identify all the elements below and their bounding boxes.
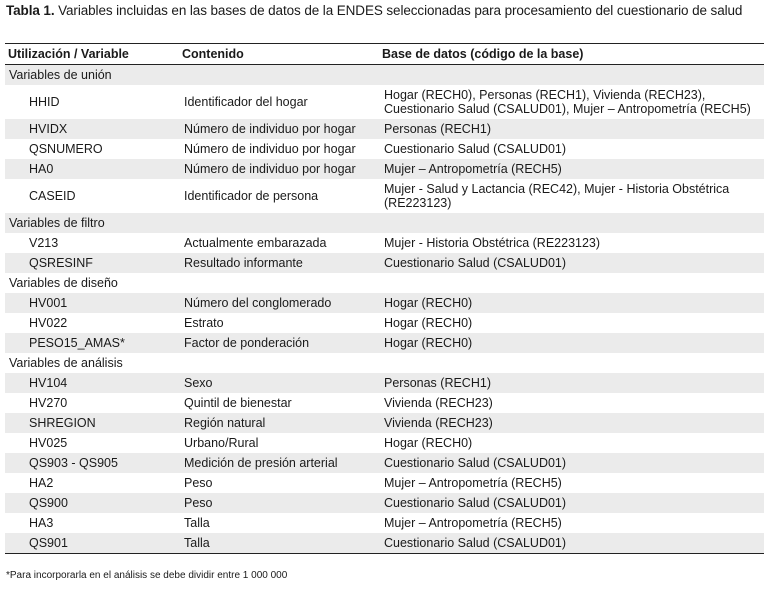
variable-cell: QS903 - QS905 [5,453,179,473]
content-cell: Resultado informante [179,253,379,273]
table-row [5,473,764,493]
database-line: Personas (RECH1) [384,122,491,136]
section-row [5,65,764,86]
table-row [5,233,764,253]
database-cell [379,453,764,473]
database-line: Cuestionario Salud (CSALUD01), Mujer – Antropometría (RECH5) [384,102,751,116]
content-cell: Sexo [179,373,379,393]
content-cell: Número del conglomerado [179,293,379,313]
content-cell: Número de individuo por hogar [179,119,379,139]
database-cell [379,393,764,413]
variable-cell: HV025 [29,436,68,450]
database-line: Mujer – Antropometría (RECH5) [384,476,562,490]
database-line: Hogar (RECH0) [384,316,473,330]
database-cell [379,159,764,179]
table-row [5,413,764,433]
table-row [5,513,764,533]
content-cell: Talla [184,516,210,530]
database-line: Cuestionario Salud (CSALUD01) [384,256,567,270]
database-line: Hogar (RECH0) [384,436,473,450]
table-row [5,493,764,513]
section-label: Variables de filtro [5,213,764,233]
database-cell [379,493,764,513]
database-line: Mujer – Antropometría (RECH5) [384,516,562,530]
table-row [5,85,764,119]
variable-cell: HA0 [5,159,179,179]
variable-cell: PESO15_AMAS* [5,333,179,353]
database-line: Hogar (RECH0) [384,336,473,350]
database-cell [379,413,764,433]
database-line: Cuestionario Salud (CSALUD01) [384,496,567,510]
content-cell: Actualmente embarazada [184,236,327,250]
variable-cell: CASEID [29,189,76,203]
variable-cell: HV270 [29,396,68,410]
database-line: Vivienda (RECH23) [384,416,493,430]
database-line: Mujer - Historia Obstétrica (RE223123) [384,236,601,250]
footnote: *Para incorporarla en el análisis se debe dividir entre 1 000 000 [6,570,288,581]
variable-cell: HHID [29,95,60,109]
content-cell: Identificador del hogar [184,95,308,109]
database-cell [379,333,764,353]
content-cell: Talla [179,533,379,554]
database-line: Personas (RECH1) [384,376,491,390]
content-cell: Número de individuo por hogar [179,159,379,179]
table-row [5,393,764,413]
section-label: Variables de análisis [9,356,123,370]
database-line: Cuestionario Salud (CSALUD01) [384,456,567,470]
table-row [5,433,764,453]
header-variable: Utilización / Variable [5,44,179,65]
variable-cell: HV104 [5,373,179,393]
database-cell [379,139,764,159]
table-row [5,533,764,554]
table-row [5,119,764,139]
variable-cell: V213 [29,236,59,250]
table-header-row [5,44,764,65]
content-cell: Quintil de bienestar [184,396,292,410]
header-content: Contenido [179,44,379,65]
table-row [5,333,764,353]
variable-cell: QS901 [5,533,179,554]
section-row [5,213,764,233]
content-cell: Región natural [179,413,379,433]
table-row [5,253,764,273]
variable-cell: HA2 [29,476,54,490]
section-row [5,273,764,293]
variable-cell: SHREGION [5,413,179,433]
database-line: (RE223123) [384,196,452,210]
database-cell [379,119,764,139]
table-row [5,293,764,313]
table-row [5,453,764,473]
variable-cell: HV022 [29,316,68,330]
content-cell: Medición de presión arterial [179,453,379,473]
table-row [5,313,764,333]
content-cell: Urbano/Rural [184,436,259,450]
table-row [5,139,764,159]
table-row [5,159,764,179]
table-caption [6,3,742,18]
content-cell: Peso [184,476,213,490]
database-cell [379,473,764,493]
section-row [5,353,764,373]
database-cell [379,513,764,533]
variable-cell: QS900 [5,493,179,513]
content-cell: Factor de ponderación [179,333,379,353]
caption-text: Variables incluidas en las bases de datos de la ENDES seleccionadas para procesamiento del cuestionario de salud [54,3,743,18]
variable-cell: HA3 [29,516,54,530]
database-line: Mujer - Salud y Lactancia (REC42), Mujer - Historia Obstétrica [384,182,730,196]
variables-table [5,43,764,554]
caption-label: Tabla 1. [6,3,55,18]
database-line: Cuestionario Salud (CSALUD01) [384,142,567,156]
header-database: Base de datos (código de la base) [379,44,764,65]
database-cell [379,253,764,273]
table-row [5,373,764,393]
database-line: Cuestionario Salud (CSALUD01) [384,536,567,550]
database-cell [379,433,764,453]
table-row [5,179,764,213]
content-cell: Identificador de persona [184,189,319,203]
database-cell [379,179,764,213]
database-cell [379,373,764,393]
variable-cell: QSRESINF [5,253,179,273]
content-cell: Estrato [184,316,224,330]
table-body [5,65,764,554]
variable-cell: HV001 [5,293,179,313]
variable-cell: HVIDX [5,119,179,139]
content-cell: Número de individuo por hogar [184,142,356,156]
database-line: Vivienda (RECH23) [384,396,493,410]
database-line: Mujer – Antropometría (RECH5) [384,162,562,176]
section-label: Variables de diseño [9,276,118,290]
database-cell [379,533,764,554]
variable-cell: QSNUMERO [29,142,103,156]
section-label: Variables de unión [5,65,764,86]
database-line: Hogar (RECH0), Personas (RECH1), Vivienda (RECH23), [384,88,706,102]
database-line: Hogar (RECH0) [384,296,473,310]
database-cell [379,233,764,253]
database-cell [379,293,764,313]
database-cell [379,85,764,119]
content-cell: Peso [179,493,379,513]
database-cell [379,313,764,333]
